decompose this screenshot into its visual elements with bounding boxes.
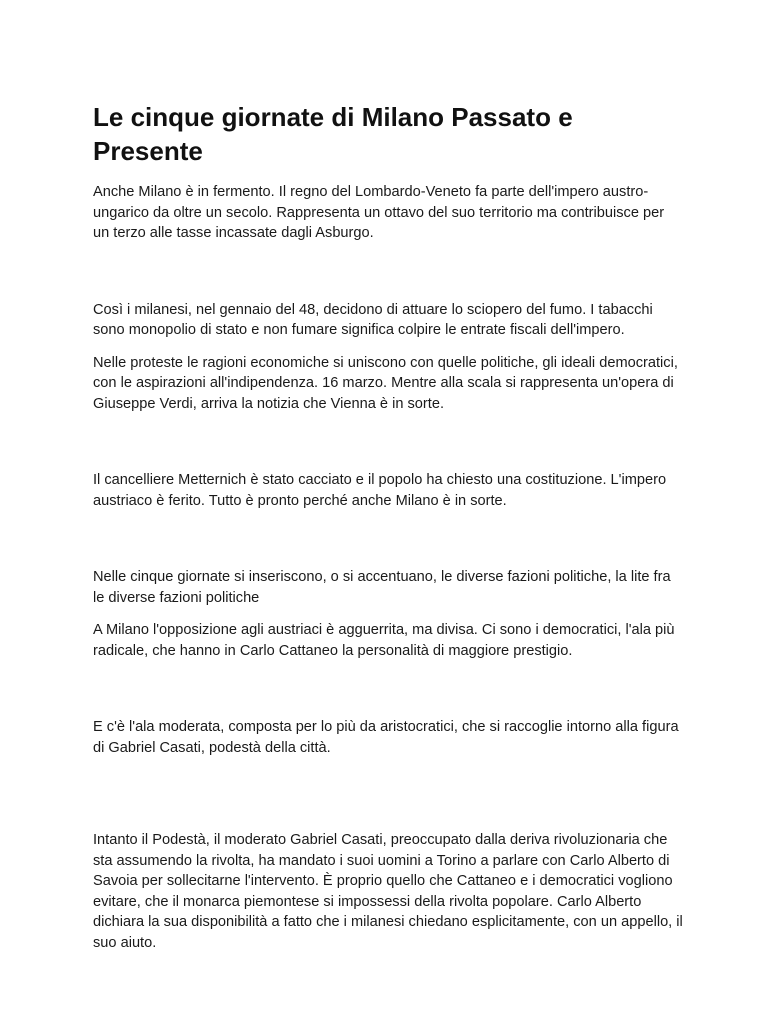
paragraph-metternich: Il cancelliere Metternich è stato cacciato e il popolo ha chiesto una costituzione. L'impero austriaco è ferito. Tutto è pronto perché anche Milano è in sorte. (93, 472, 667, 509)
document-page (93, 100, 683, 953)
spacer (93, 758, 683, 830)
paragraph-democratici: A Milano l'opposizione agli austriaci è agguerrita, ma divisa. Ci sono i democratici, l'ala più radicale, che hanno in Carlo Cattaneo la personalità di maggiore prestigio. (93, 622, 675, 659)
document-title: Le cinque giornate di Milano Passato e Presente (93, 102, 573, 166)
paragraph-fermento: Anche Milano è in fermento. Il regno del Lombardo-Veneto fa parte dell'impero austro-ungarico da oltre un secolo. Rappresenta un ottavo del suo territorio ma contribuisce per un terzo alle tasse incassate dagli Asburgo. (93, 184, 665, 241)
spacer (93, 511, 683, 567)
spacer (93, 244, 683, 300)
paragraph-fazioni: Nelle cinque giornate si inseriscono, o si accentuano, le diverse fazioni politiche, la lite fra le diverse fazioni politiche (93, 569, 671, 606)
spacer (93, 341, 683, 353)
paragraph-moderati: E c'è l'ala moderata, composta per lo più da aristocratici, che si raccoglie intorno alla figura di Gabriel Casati, podestà della città. (93, 719, 679, 756)
paragraph-sciopero: Così i milanesi, nel gennaio del 48, decidono di attuare lo sciopero del fumo. I tabacchi sono monopolio di stato e non fumare significa colpire le entrate fiscali dell'impero. (93, 301, 653, 338)
spacer (93, 661, 683, 717)
spacer (93, 414, 683, 470)
paragraph-proteste: Nelle proteste le ragioni economiche si uniscono con quelle politiche, gli ideali democratici, con le aspirazioni all'indipendenza. 16 marzo. Mentre alla scala si rappresenta un'opera di Giuseppe Verdi, arriva la notizia che Vienna è in sorte. (93, 354, 678, 412)
paragraph-casati: Intanto il Podestà, il moderato Gabriel Casati, preoccupato dalla deriva rivoluzionaria che sta assumendo la rivolta, ha mandato i suoi uomini a Torino a parlare con Carlo Alberto di Savoia per sollecitarne l'intervento. È proprio quello che Cattaneo e i democratici vogliono evitare, che il monarca piemontese si impossessi della rivolta popolare. Carlo Alberto dichiara la sua disponibilità a fatto che i milanesi chiedano esplicitamente, con un appello, il suo aiuto. (93, 832, 683, 951)
spacer (93, 608, 683, 620)
